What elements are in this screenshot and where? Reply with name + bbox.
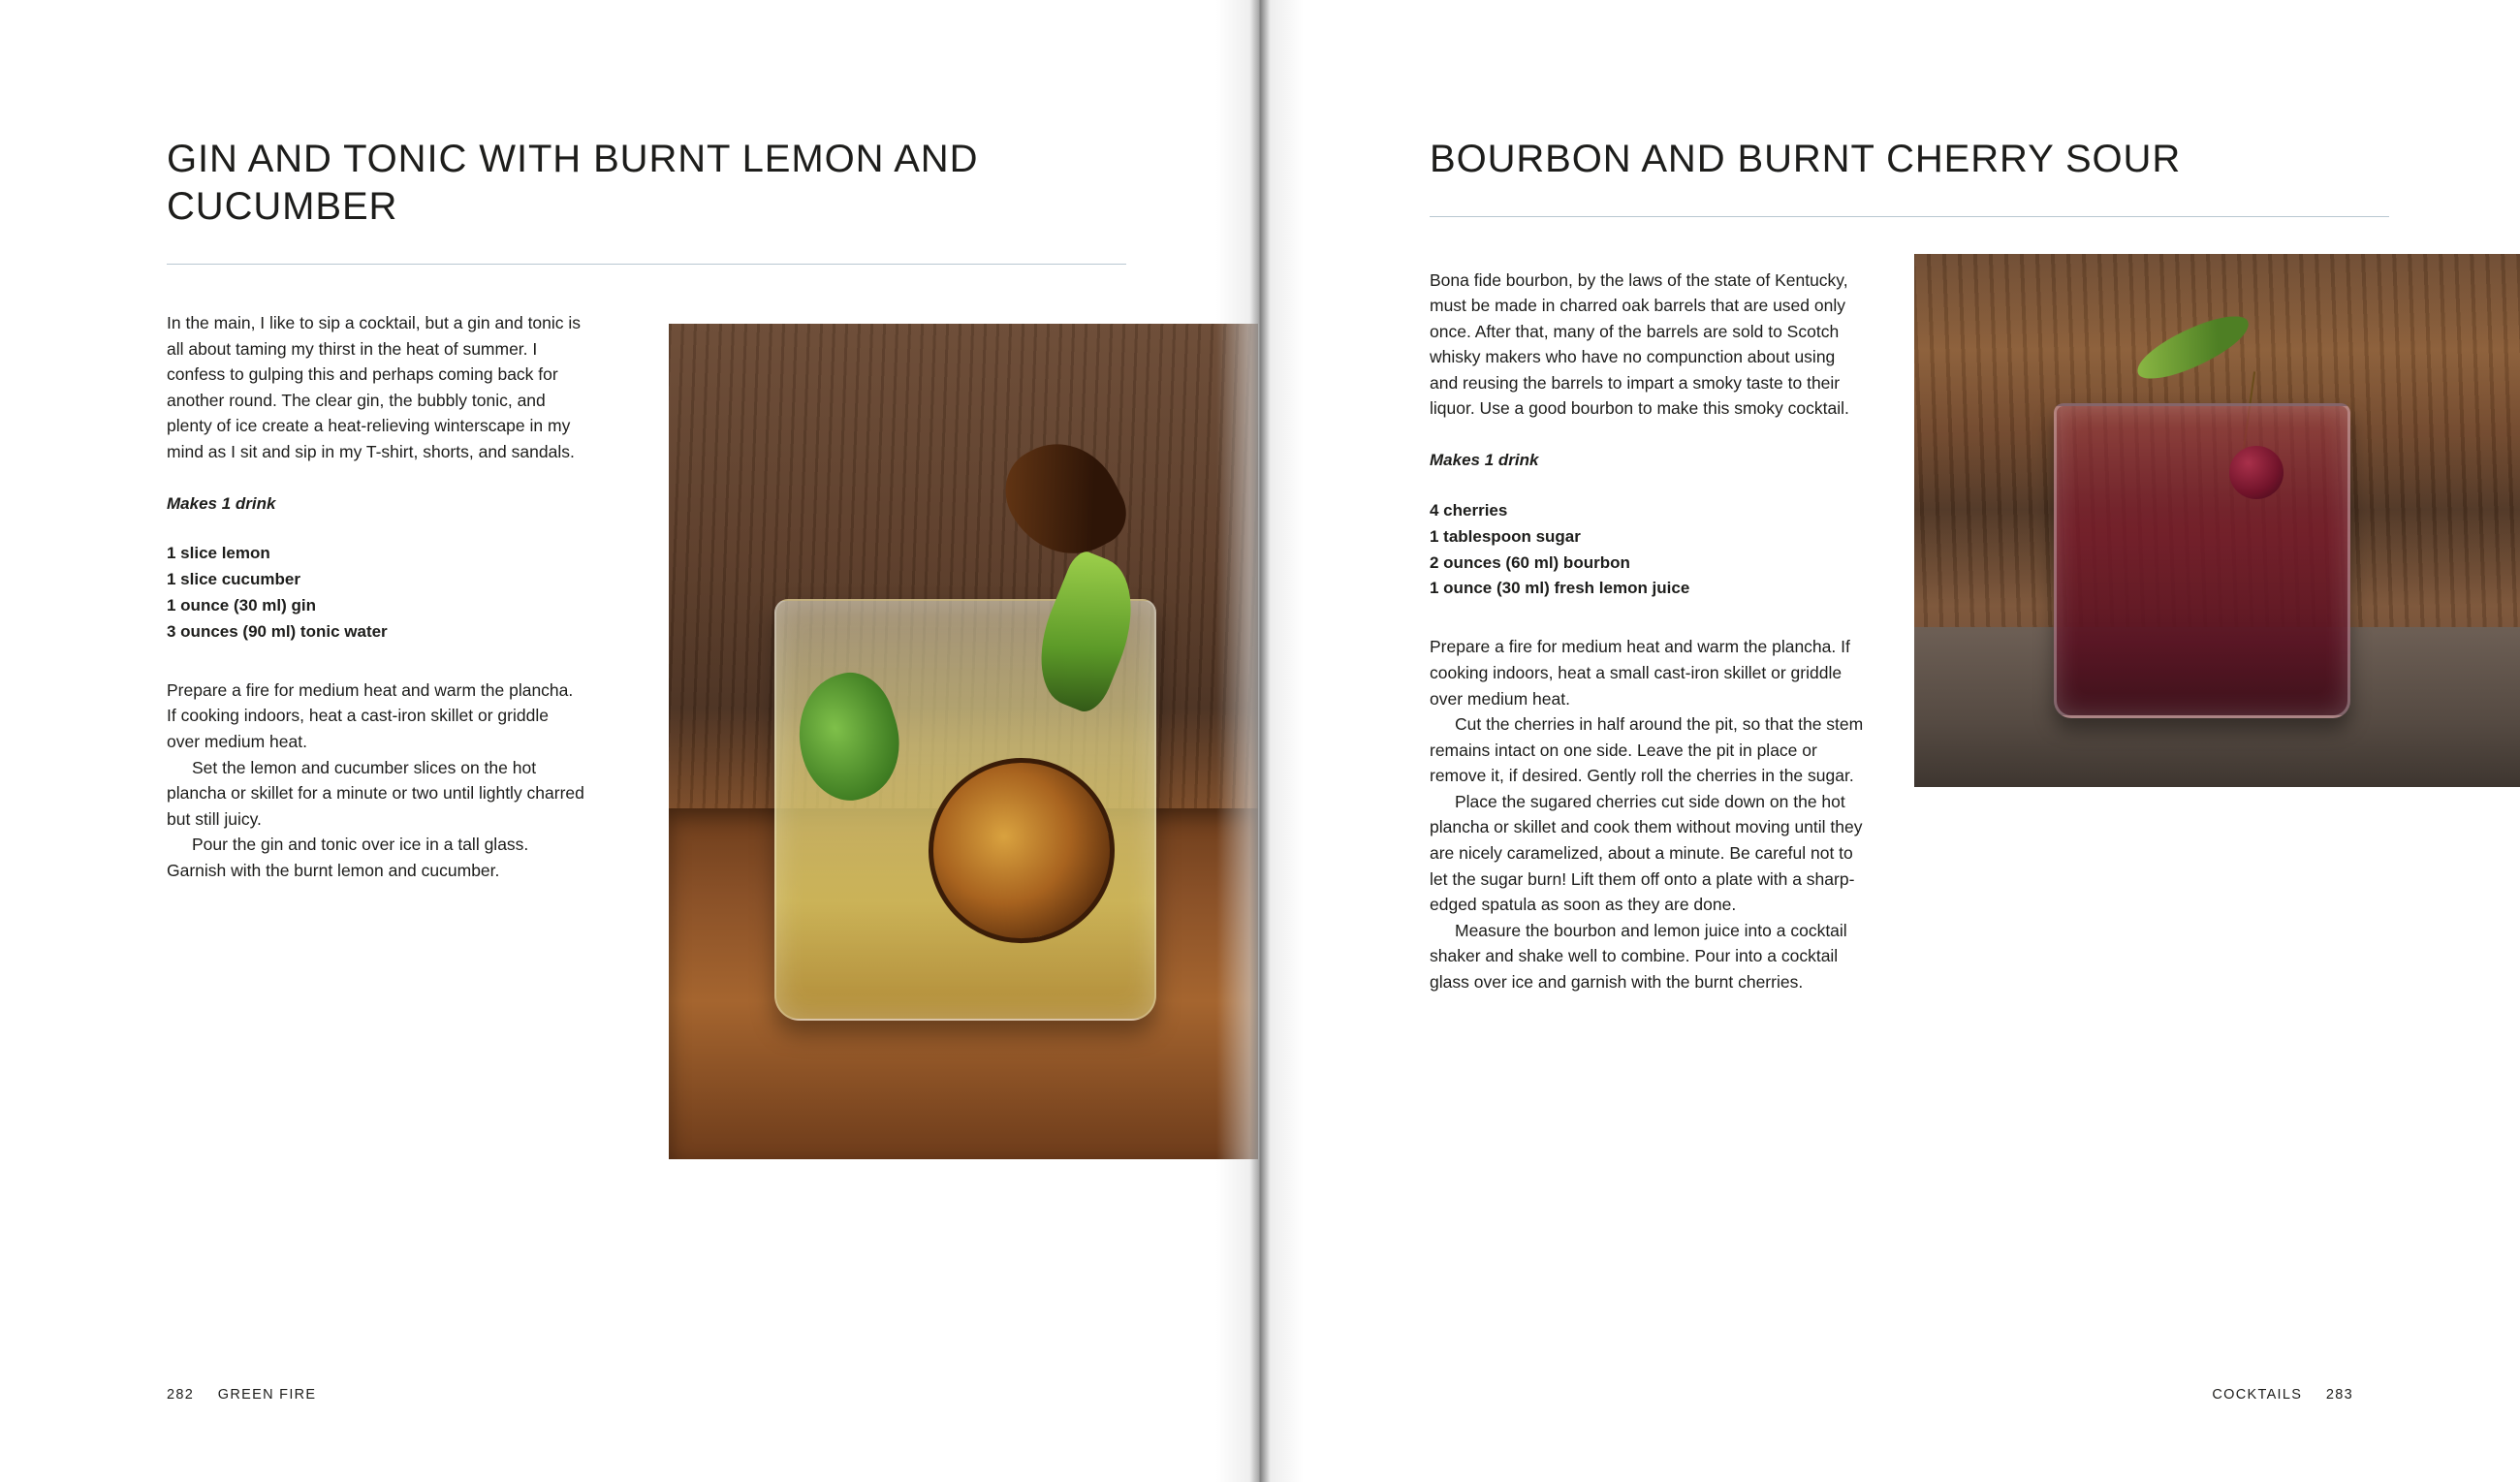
- gin-and-tonic-photo: [669, 324, 1258, 1159]
- list-item: 1 tablespoon sugar: [1430, 526, 1581, 546]
- method-step: Set the lemon and cucumber slices on the hot plancha or skillet for a minute or two until lightly charred but still juicy.: [167, 757, 584, 829]
- list-item: 4 cherries: [1430, 500, 1508, 520]
- ingredient-list: [1430, 498, 1868, 602]
- intro-paragraph: In the main, I like to sip a cocktail, but a gin and tonic is all about taming my thirst in the heat of summer. I confess to gulping this and perhaps coming back for another round. The clear gin, the bubbly tonic, and plenty of ice create a heat-relieving winterscape in my mind as I sit and sip in my T-shirt, shorts, and sandals.: [167, 313, 582, 461]
- list-item: 1 ounce (30 ml) fresh lemon juice: [1430, 579, 1690, 598]
- yield-label: Makes 1 drink: [167, 493, 276, 513]
- title-divider: [1430, 216, 2389, 217]
- book-title-label: GREEN FIRE: [217, 1387, 317, 1403]
- left-text-column: [167, 310, 585, 884]
- chapter-label: COCKTAILS: [2212, 1387, 2303, 1403]
- method-steps: [167, 678, 585, 884]
- page-title: BOURBON AND BURNT CHERRY SOUR: [1430, 138, 2182, 180]
- list-item: 3 ounces (90 ml) tonic water: [167, 621, 388, 641]
- right-page-header: [1430, 136, 2389, 217]
- list-item: 2 ounces (60 ml) bourbon: [1430, 552, 1630, 572]
- page-number: 282: [167, 1387, 195, 1403]
- method-step: Place the sugared cherries cut side down on the hot plancha or skillet and cook them without moving until they are nicely caramelized, about a minute. Be careful not to let the sugar burn! Lift them off onto a plate with a sharp-edged spatula as soon as they are done.: [1430, 791, 1863, 915]
- folio-left: [167, 1387, 316, 1403]
- right-text-column: [1430, 268, 1868, 995]
- folio-right: [2212, 1387, 2353, 1403]
- bourbon-cherry-sour-photo: [1914, 254, 2520, 787]
- intro-paragraph: Bona fide bourbon, by the laws of the state of Kentucky, must be made in charred oak barrels that are used only once. After that, many of the barrels are sold to Scotch whisky makers who have no compunction about using and reusing the barrels to impart a smoky taste to their liquor. Use a good bourbon to make this smoky cocktail.: [1430, 269, 1849, 419]
- method-step: Measure the bourbon and lemon juice into a cocktail shaker and shake well to combine. Pour into a cocktail glass over ice and garnish with the burnt cherries.: [1430, 920, 1847, 993]
- page-title: GIN AND TONIC WITH BURNT LEMON AND CUCUMBER: [167, 138, 979, 228]
- list-item: 1 slice lemon: [167, 544, 270, 563]
- ingredient-list: [167, 541, 585, 645]
- left-page-header: [167, 136, 1126, 265]
- method-step: Cut the cherries in half around the pit, so that the stem remains intact on one side. Leave the pit in place or remove it, if desired. Gently roll the cherries in the sugar.: [1430, 714, 1864, 786]
- page-number: 283: [2325, 1387, 2353, 1403]
- right-page: [1260, 0, 2520, 1482]
- method-step: Prepare a fire for medium heat and warm the plancha. If cooking indoors, heat a small cast-iron skillet or griddle over medium heat.: [1430, 637, 1850, 709]
- title-divider: [167, 264, 1126, 265]
- method-step: Prepare a fire for medium heat and warm the plancha. If cooking indoors, heat a cast-iron skillet or griddle over medium heat.: [167, 679, 574, 752]
- method-step: Pour the gin and tonic over ice in a tall glass. Garnish with the burnt lemon and cucumber.: [167, 835, 529, 880]
- list-item: 1 slice cucumber: [167, 570, 300, 589]
- yield-label: Makes 1 drink: [1430, 451, 1539, 470]
- list-item: 1 ounce (30 ml) gin: [167, 596, 316, 615]
- method-steps: [1430, 634, 1868, 994]
